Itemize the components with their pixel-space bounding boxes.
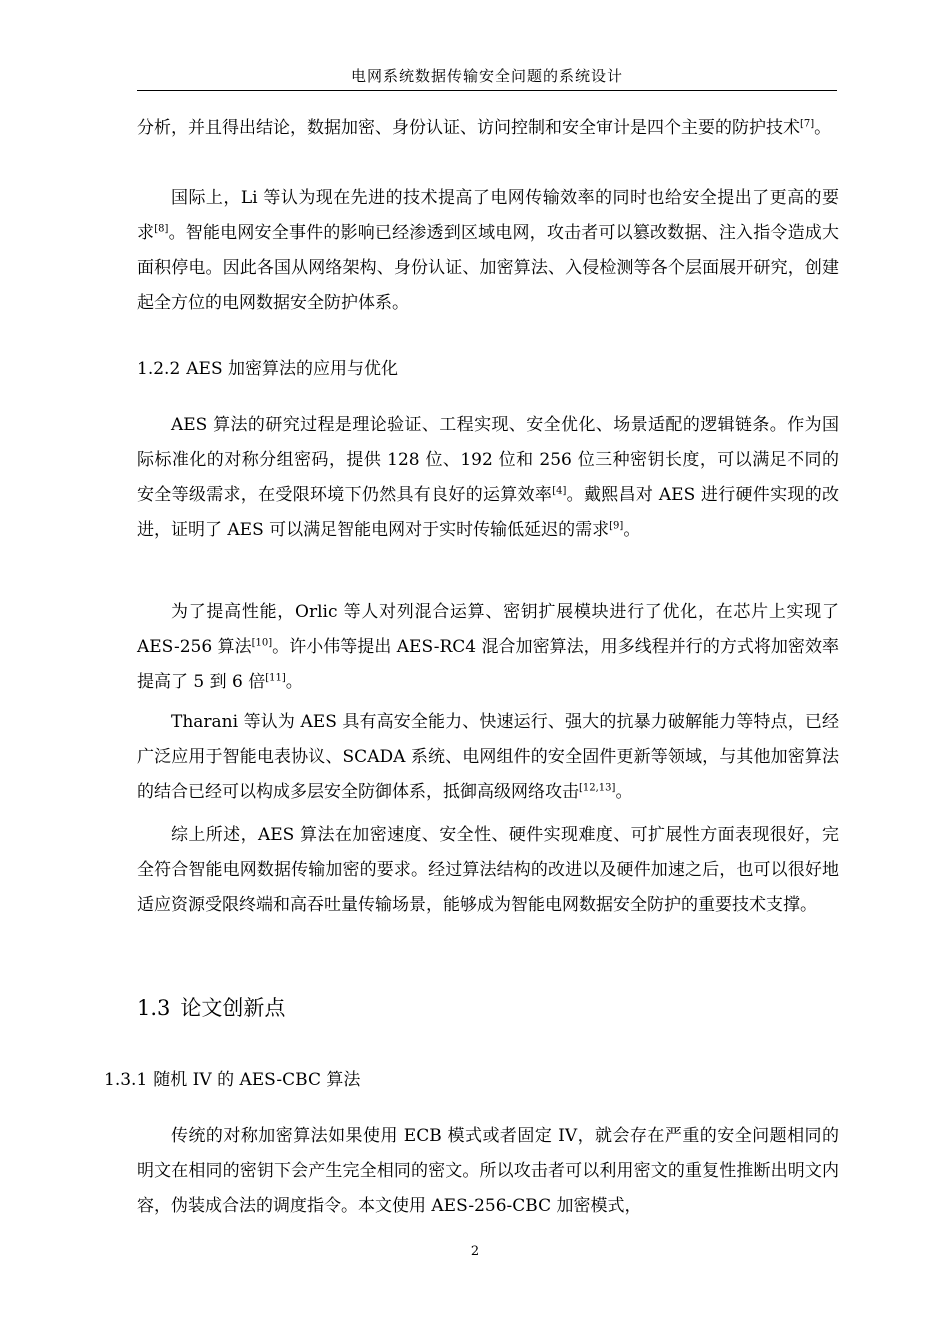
paragraph-tharani: Tharani 等认为 AES 具有高安全能力、快速运行、强大的抗暴力破解能力等特点，已经广泛应用于智能电表协议、SCADA 系统、电网组件的安全固件更新等领域，与其他加密算法的结合已经可以构成多层安全防御体系，抵御高级网络攻击[12,13]。 xyxy=(137,712,839,802)
paragraph-international: 国际上，Li 等认为现在先进的技术提高了电网传输效率的同时也给安全提出了更高的要求[8]。智能电网安全事件的影响已经渗透到区域电网，攻击者可以篡改数据、注入指令造成大面积停电。因此各国从网络架构、身份认证、加密算法、入侵检测等各个层面展开研究，创建起全方位的电网数据安全防护体系。 xyxy=(137,188,840,313)
citation: [11] xyxy=(265,672,286,684)
section-heading-1-3-1: 1.3.1 随机 IV 的 AES-CBC 算法 xyxy=(104,1070,361,1090)
citation: [10] xyxy=(251,637,273,649)
citation: [8] xyxy=(154,223,169,235)
citation: [9] xyxy=(609,520,624,532)
citation: [12,13] xyxy=(579,782,616,794)
paragraph-performance: 为了提高性能，Orlic 等人对列混合运算、密钥扩展模块进行了优化，在芯片上实现了 AES-256 算法[10]。许小伟等提出 AES-RC4 混合加密算法，用多线程并行的方式将加密效率提高了 5 到 6 倍[11]。 xyxy=(137,602,839,692)
running-header: 电网系统数据传输安全问题的系统设计 xyxy=(137,62,837,91)
paragraph-protection-tech: 分析，并且得出结论，数据加密、身份认证、访问控制和安全审计是四个主要的防护技术[7]。 xyxy=(137,118,832,138)
paragraph-ecb-problem: 传统的对称加密算法如果使用 ECB 模式或者固定 IV，就会存在严重的安全问题相同的明文在相同的密钥下会产生完全相同的密文。所以攻击者可以利用密文的重复性推断出明文内容，伪装成合法的调度指令。本文使用 AES-256-CBC 加密模式， xyxy=(137,1126,839,1216)
page-number: 2 xyxy=(470,1244,480,1259)
paragraph-aes-research: AES 算法的研究过程是理论验证、工程实现、安全优化、场景适配的逻辑链条。作为国际标准化的对称分组密码，提供 128 位、192 位和 256 位三种密钥长度，可以满足不同的安全等级需求，在受限环境下仍然具有良好的运算效率[4]。戴熙昌对 AES 进行硬件实现的改进，证明了 AES 可以满足智能电网对于实时传输低延迟的需求[9]。 xyxy=(137,415,840,540)
section-heading-1-3: 1.3 论文创新点 xyxy=(137,996,286,1020)
paragraph-summary: 综上所述，AES 算法在加密速度、安全性、硬件实现难度、可扩展性方面表现很好，完全符合智能电网数据传输加密的要求。经过算法结构的改进以及硬件加速之后，也可以很好地适应资源受限终端和高吞吐量传输场景，能够成为智能电网数据安全防护的重要技术支撑。 xyxy=(137,825,839,915)
citation: [7] xyxy=(800,118,815,130)
citation: [4] xyxy=(552,485,567,497)
section-heading-1-2-2: 1.2.2 AES 加密算法的应用与优化 xyxy=(137,359,399,379)
